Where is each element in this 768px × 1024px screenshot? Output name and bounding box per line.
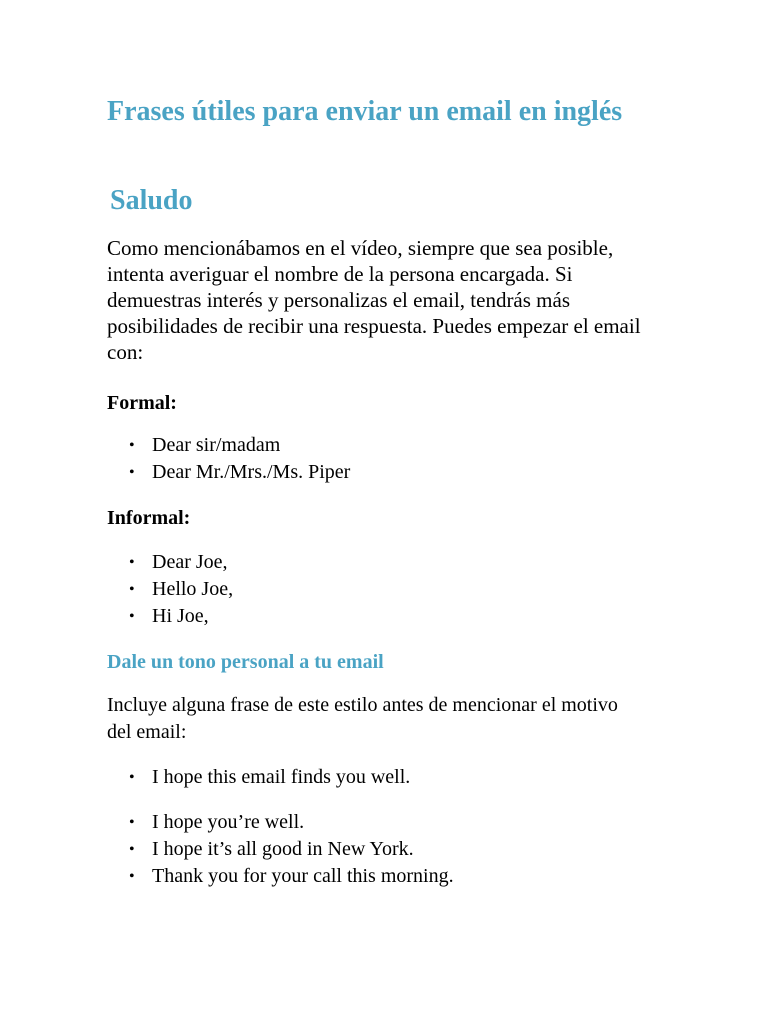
bullet-icon: • xyxy=(129,769,135,786)
bullet-icon: • xyxy=(129,868,135,885)
list-item: • Dear Mr./Mrs./Ms. Piper xyxy=(107,459,350,486)
list-item: • I hope it’s all good in New York. xyxy=(107,836,454,863)
tono-intro-paragraph: Incluye alguna frase de este estilo antes de mencionar el motivo del email: xyxy=(107,694,618,743)
formal-list xyxy=(107,432,350,486)
bullet-icon: • xyxy=(129,841,135,858)
bullet-icon: • xyxy=(129,464,135,481)
bullet-icon: • xyxy=(129,437,135,454)
list-item: • I hope you’re well. xyxy=(107,809,454,836)
list-item: • Hello Joe, xyxy=(107,576,233,603)
list-item: • Dear Joe, xyxy=(107,549,233,576)
bullet-icon: • xyxy=(129,608,135,625)
list-item: • Thank you for your call this morning. xyxy=(107,863,454,890)
tono-list-first xyxy=(107,764,410,791)
section-heading-tono: Dale un tono personal a tu email xyxy=(107,651,384,673)
tono-list xyxy=(107,809,454,890)
saludo-intro-paragraph: Como mencionábamos en el vídeo, siempre que sea posible, intenta averiguar el nombre de la persona encargada. Si demuestras interés y personalizas el email, tendrás más posibilidades de recibir una respuesta. Puedes empezar el email con: xyxy=(107,236,641,364)
document-page xyxy=(107,94,667,887)
bullet-icon: • xyxy=(129,581,135,598)
informal-list xyxy=(107,549,233,630)
document-title: Frases útiles para enviar un email en inglés xyxy=(107,96,623,127)
formal-label: Formal: xyxy=(107,392,177,414)
list-item: • Hi Joe, xyxy=(107,603,233,630)
informal-label: Informal: xyxy=(107,507,191,529)
list-item: • I hope this email finds you well. xyxy=(107,764,410,791)
bullet-icon: • xyxy=(129,554,135,571)
list-item: • Dear sir/madam xyxy=(107,432,350,459)
section-heading-saludo: Saludo xyxy=(110,185,193,216)
bullet-icon: • xyxy=(129,814,135,831)
